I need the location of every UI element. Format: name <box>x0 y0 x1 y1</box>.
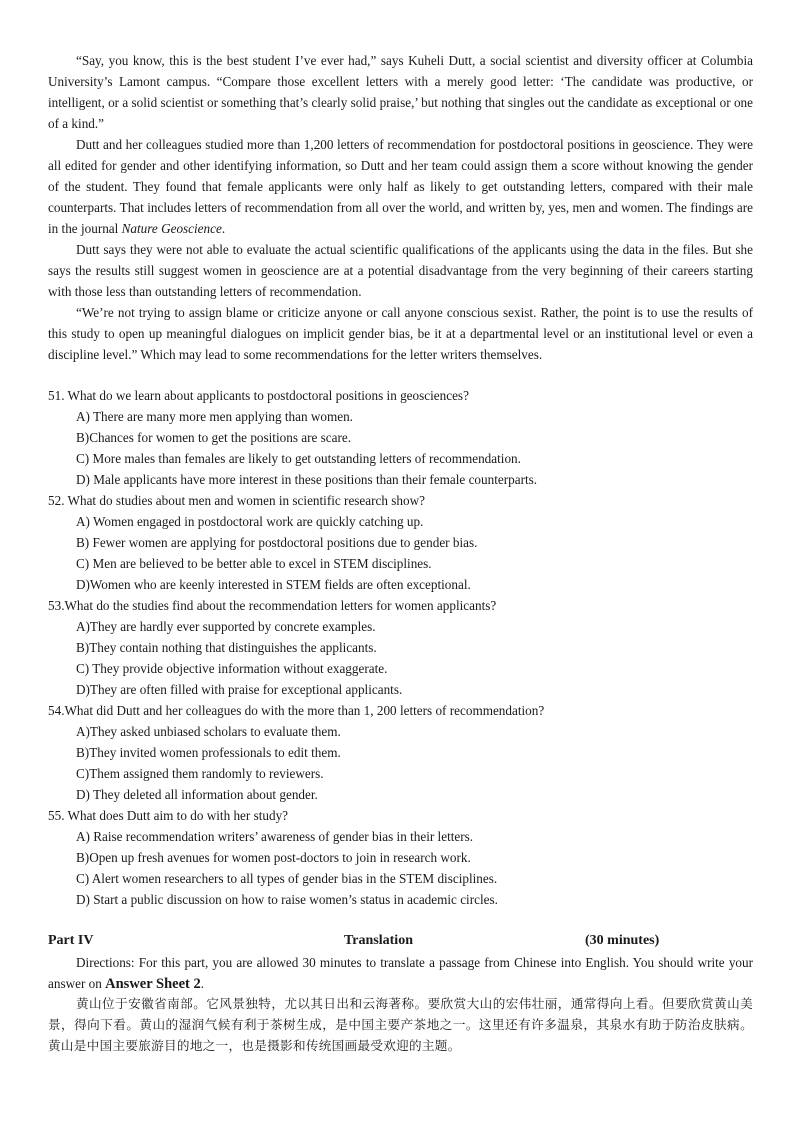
question-55 <box>48 805 753 910</box>
option-b: B)They contain nothing that distinguishes the applicants. <box>76 640 377 655</box>
directions-end: . <box>200 976 205 991</box>
part-label: Part IV <box>48 933 94 948</box>
question-52 <box>48 490 753 595</box>
passage-paragraph-2 <box>48 134 753 239</box>
part-title: Translation <box>344 933 413 948</box>
question-53 <box>48 595 753 700</box>
option-c: C) More males than females are likely to get outstanding letters of recommendation. <box>76 451 521 466</box>
option-c: C) Alert women researchers to all types of gender bias in the STEM disciplines. <box>76 871 498 886</box>
question-51 <box>48 385 753 490</box>
question-list <box>48 385 753 910</box>
option-a: A) There are many more men applying than women. <box>76 409 353 424</box>
option-b: B)Chances for women to get the positions are scare. <box>76 430 352 445</box>
option-d: D)They are often filled with praise for exceptional applicants. <box>76 682 403 697</box>
passage-paragraph-2-end: . <box>221 221 226 236</box>
question-stem: 55. What does Dutt aim to do with her study? <box>48 808 289 823</box>
question-stem: 54.What did Dutt and her colleagues do with the more than 1, 200 letters of recommendation? <box>48 703 545 718</box>
reading-passage <box>48 50 753 365</box>
option-d: D) Start a public discussion on how to raise women’s status in academic circles. <box>76 892 498 907</box>
option-a: A) Women engaged in postdoctoral work are quickly catching up. <box>76 514 424 529</box>
journal-title: Nature Geoscience <box>121 221 222 236</box>
question-stem: 51. What do we learn about applicants to postdoctoral positions in geosciences? <box>48 388 469 403</box>
option-d: D)Women who are keenly interested in STEM fields are often exceptional. <box>76 577 471 592</box>
translation-directions <box>48 952 753 995</box>
option-d: D) They deleted all information about gender. <box>76 787 318 802</box>
question-stem: 53.What do the studies find about the recommendation letters for women applicants? <box>48 598 497 613</box>
passage-paragraph-4: “We’re not trying to assign blame or criticize anyone or call anyone conscious sexist. Rather, the point is to use the results of this study to open up meaningful dialogues on implicit gender bias, be it at a departmental level or an institutional level or even a discipline level.” Which may lead to some recommendations for the letter writers themselves. <box>48 305 753 362</box>
option-a: A) Raise recommendation writers’ awareness of gender bias in their letters. <box>76 829 474 844</box>
option-d: D) Male applicants have more interest in these positions than their female counterparts. <box>76 472 538 487</box>
question-54 <box>48 700 753 805</box>
option-a: A)They are hardly ever supported by concrete examples. <box>76 619 376 634</box>
option-a: A)They asked unbiased scholars to evaluate them. <box>76 724 341 739</box>
option-c: C)Them assigned them randomly to reviewers. <box>76 766 324 781</box>
option-b: B)Open up fresh avenues for women post-doctors to join in research work. <box>76 850 471 865</box>
question-stem: 52. What do studies about men and women in scientific research show? <box>48 493 425 508</box>
directions-text: Directions: For this part, you are allowed 30 minutes to translate a passage from Chinese into English. You should write your answer on <box>48 955 753 991</box>
chinese-passage: 黄山位于安徽省南部。它风景独特，尤以其日出和云海著称。要欣赏大山的宏伟壮丽，通常得向上看。但要欣赏黄山美景，得向下看。黄山的湿润气候有利于茶树生成，是中国主要产茶地之一。这里还有许多温泉，其泉水有助于防治皮肤病。黄山是中国主要旅游目的地之一，也是摄影和传统国画最受欢迎的主题。 <box>48 996 753 1053</box>
option-b: B)They invited women professionals to edit them. <box>76 745 341 760</box>
passage-paragraph-2-text: Dutt and her colleagues studied more than 1,200 letters of recommendation for postdoctoral positions in geoscience. They were all edited for gender and other identifying information, so Dutt and her team could assign them a score without knowing the gender of the student. They found that female applicants were only half as likely to get outstanding letters, compared with their male counterparts. That includes letters of recommendation from all over the world, and written by, yes, men and women. The findings are in the journal <box>48 137 753 236</box>
answer-sheet-label: Answer Sheet 2 <box>105 976 201 992</box>
passage-paragraph-1: “Say, you know, this is the best student I’ve ever had,” says Kuheli Dutt, a social scientist and diversity officer at Columbia University’s Lamont campus. “Compare those excellent letters with a merely good letter: ‘The candidate was productive, or intelligent, or a solid scientist or something that’s clearly solid praise,’ but nothing that singles out the candidate as exceptional or one of a kind.” <box>48 53 753 131</box>
part-iv-header <box>48 930 753 951</box>
part-time-limit: (30 minutes) <box>585 933 660 948</box>
option-c: C) Men are believed to be better able to excel in STEM disciplines. <box>76 556 432 571</box>
option-c: C) They provide objective information without exaggerate. <box>76 661 388 676</box>
passage-paragraph-3: Dutt says they were not able to evaluate the actual scientific qualifications of the applicants using the data in the files. But she says the results still suggest women in geoscience are at a potential disadvantage from the very beginning of their careers starting with those less than outstanding letters of recommendation. <box>48 242 753 299</box>
option-b: B) Fewer women are applying for postdoctoral positions due to gender bias. <box>76 535 478 550</box>
